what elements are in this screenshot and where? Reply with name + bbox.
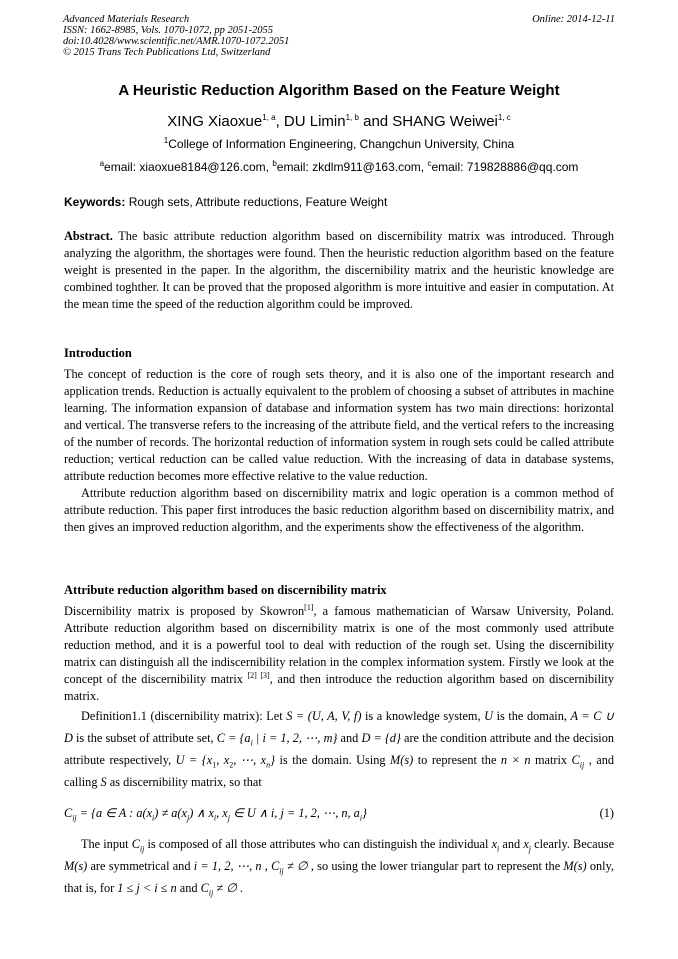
journal-name: Advanced Materials Research: [63, 14, 190, 25]
paragraph: The concept of reduction is the core of rough sets theory, and it is also one of the important research and application trends. Reduction is actually equivalent to the problem of choosing a subset of attributes in machine learning. The information expansion of database and information system has two main directions: horizontal and vertical. The transverse refers to the increasing of the attribute field, and the vertical refers to the increasing of the number of records. The horizontal reduction of information system in rough sets could be called attribute reduction; vertical reduction can be called value reduction. With the increasing of data in database systems, attribute reduction becomes more effective relative to the value reduction.: [64, 367, 614, 483]
math-sub: i: [250, 738, 253, 748]
math: ∈ U ∧ i, j = 1, 2, ⋯, n, a: [230, 806, 360, 820]
text-run: Discernibility matrix is proposed by Skowron: [64, 604, 305, 618]
email-list: [30, 160, 648, 174]
section-heading-introduction: Introduction: [64, 346, 132, 360]
email-sup: a: [99, 159, 105, 168]
math-sub: n: [266, 760, 271, 770]
text-run: is composed of all those attributes who can distinguish the individual: [144, 837, 492, 851]
author-name: , DU Limin: [275, 113, 346, 130]
text-run: matrix: [530, 753, 572, 767]
paragraph: Attribute reduction algorithm based on discernibility matrix and logic operation is a common method of attribute reduction. This paper first introduces the basic reduction algorithm based on discernibility matrix, and then gives an improved reduction algorithm, and the experiments show the effectiveness of the algorithm.: [64, 486, 614, 534]
text-run: , so using the lower triangular part to represent the: [307, 859, 564, 873]
math: C: [131, 837, 140, 851]
email-sup: c: [427, 159, 432, 168]
math: = {a ∈ A : a(x: [76, 806, 153, 820]
email-entry: email: xiaoxue8184@126.com,: [104, 160, 273, 174]
math: ) ≠ a(x: [154, 806, 187, 820]
text-run: The input: [81, 837, 132, 851]
math: }: [362, 806, 367, 820]
text-run: and: [499, 837, 524, 851]
math-sub: i: [497, 844, 500, 854]
abstract-label: Abstract.: [64, 229, 113, 243]
math: , x: [216, 753, 230, 767]
math: }: [270, 753, 276, 767]
equation-1: [64, 806, 614, 821]
math-sub: ij: [72, 813, 77, 823]
text-run: are the condition attribute and the decision attribute respectively,: [64, 731, 615, 767]
math-sub: ij: [139, 844, 145, 854]
copyright-line: © 2015 Trans Tech Publications Ltd, Switzerland: [63, 47, 271, 58]
author-sup: 1, a: [262, 113, 276, 122]
math: n × n: [500, 753, 531, 767]
author-name: XING Xiaoxue: [167, 113, 263, 130]
math-sub: 2: [229, 760, 234, 770]
text-run: clearly. Because: [531, 837, 615, 851]
math: ≠ ∅: [283, 859, 308, 873]
math-sub: j: [227, 813, 230, 823]
doi-line: doi:10.4028/www.scientific.net/AMR.1070-1072.2051: [63, 36, 290, 47]
text-run: and: [176, 881, 201, 895]
text-run: is the domain,: [493, 709, 571, 723]
math-sub: j: [528, 844, 532, 854]
math: x: [491, 837, 498, 851]
text-run: only, that is, for: [64, 859, 614, 895]
text-run: are symmetrical and: [87, 859, 194, 873]
math: M(s): [64, 859, 88, 873]
math-sub: ij: [579, 760, 585, 770]
text-run: , a famous mathematician of Warsaw University, Poland. Attribute reduction algorithm based on discernibility matrix is one of the most commonly used attribute reduction method, and it is a powerful tool to deal with reduction of the rough set. Using the discernibility matrix can distinguish all the indiscernibility relation in the complex information system. Firstly we look at the concept of the discernibility matrix: [64, 604, 614, 686]
text-run: is the subset of attribute set,: [72, 731, 217, 745]
math: 1 ≤ j < i ≤ n: [117, 881, 177, 895]
math: ) ∧ x: [189, 806, 214, 820]
math: C = {a: [216, 731, 251, 745]
math: , ⋯, x: [233, 753, 267, 767]
math: S: [100, 775, 107, 789]
math: ≠ ∅: [213, 881, 237, 895]
text-run: and: [337, 731, 362, 745]
online-date: Online: 2014-12-11: [532, 14, 615, 25]
paragraph: [64, 603, 614, 705]
math: S = (U, A, V, f): [286, 709, 362, 723]
math-sub: ij: [279, 866, 284, 876]
abstract: [64, 228, 614, 313]
definition-paragraph: [64, 705, 614, 793]
math: x: [523, 837, 529, 851]
math-sub: j: [186, 813, 190, 823]
affiliation-sup: 1: [163, 136, 169, 145]
math: | i = 1, 2, ⋯, m}: [252, 731, 338, 745]
keywords-label: Keywords:: [64, 195, 126, 209]
text-run: , and calling: [64, 753, 615, 789]
math: M(s): [390, 753, 414, 767]
affiliation: [40, 137, 638, 151]
math: C: [64, 806, 73, 820]
math: i = 1, 2, ⋯, n: [193, 859, 262, 873]
math: C: [200, 881, 209, 895]
text-run: , and then introduce the reduction algorithm based on discernibility matrix.: [64, 672, 614, 703]
math-sub: i: [213, 813, 217, 823]
text-run: ,: [261, 859, 272, 873]
text-run: to represent the: [413, 753, 501, 767]
math: U = {x: [175, 753, 213, 767]
math: C: [271, 859, 280, 873]
math: C: [571, 753, 580, 767]
affiliation-text: College of Information Engineering, Changchun University, China: [168, 137, 515, 151]
citation: [1]: [304, 602, 314, 612]
math: A = C ∪ D: [64, 709, 614, 745]
text-run: is the domain. Using: [275, 753, 391, 767]
equation-number: (1): [599, 806, 614, 820]
email-entry: email: zkdlm911@163.com,: [276, 160, 428, 174]
issn-line: ISSN: 1662-8985, Vols. 1070-1072, pp 2051-2055: [63, 25, 273, 36]
section2-continued: [64, 833, 614, 899]
text-run: is a knowledge system,: [361, 709, 485, 723]
paper-title: A Heuristic Reduction Algorithm Based on the Feature Weight: [118, 82, 560, 99]
abstract-text: The basic attribute reduction algorithm based on discernibility matrix was introduced. Through analyzing the algorithm, the shortages were found. Then the heuristic reduction algorithm based on the feature weight is presented in the paper. In the algorithm, the discernibility matrix and the heuristic knowledge are combined toghther. It can be proved that the proposed algorithm is more intuitive and easier in computation. At the mean time the speed of the reduction algorithm could be improved.: [64, 229, 614, 311]
citation: [2] [3]: [247, 670, 270, 680]
keywords: [64, 195, 616, 209]
math: U: [484, 709, 494, 723]
author-name: and SHANG Weiwei: [358, 113, 498, 130]
math: , x: [216, 806, 228, 820]
math-sub: i: [152, 813, 155, 823]
introduction-body: [64, 366, 614, 536]
math-sub: ij: [208, 888, 214, 898]
journal-header: [63, 14, 615, 58]
math: D = {d}: [361, 731, 401, 745]
author-list: [40, 113, 638, 130]
email-entry: email: 719828886@qq.com: [431, 160, 579, 174]
text-run: as discernibility matrix, so that: [106, 775, 262, 789]
math-sub: i: [359, 813, 363, 823]
section2-body: [64, 603, 614, 793]
math-sub: 1: [212, 760, 217, 770]
email-sup: b: [272, 159, 277, 168]
paragraph: [64, 833, 614, 899]
keywords-text: Rough sets, Attribute reductions, Feature Weight: [125, 195, 388, 209]
text-run: .: [236, 881, 243, 895]
author-sup: 1, c: [497, 113, 511, 122]
math: M(s): [563, 859, 587, 873]
section-heading-discernibility: Attribute reduction algorithm based on discernibility matrix: [64, 583, 387, 597]
author-sup: 1, b: [345, 113, 359, 122]
text-run: Definition1.1 (discernibility matrix): Let: [81, 709, 287, 723]
